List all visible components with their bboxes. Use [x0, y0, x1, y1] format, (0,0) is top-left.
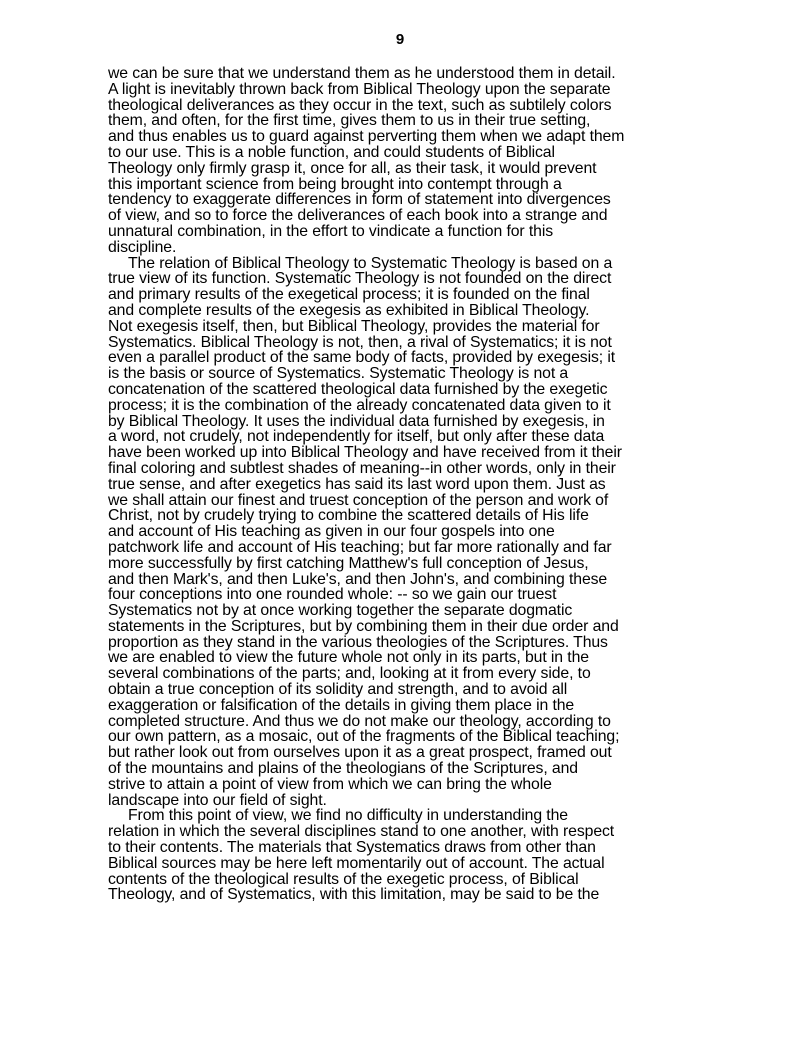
text-line: this important science from being brought into contempt through a	[108, 175, 562, 193]
text-line: process; it is the combination of the already concatenated data given to it	[108, 396, 611, 414]
text-line: true sense, and after exegetics has said its last word upon them. Just as	[108, 475, 606, 493]
text-line: of view, and so to force the deliverances of each book into a strange and	[108, 207, 608, 225]
text-line: to their contents. The materials that Systematics draws from other than	[108, 839, 596, 857]
text-line: but rather look out from ourselves upon it as a great prospect, framed out	[108, 744, 612, 762]
text-line: exaggeration or falsification of the details in giving them place in the	[108, 696, 575, 714]
text-line: strive to attain a point of view from which we can bring the whole	[108, 775, 552, 793]
text-line: final coloring and subtlest shades of meaning--in other words, only in their	[108, 459, 616, 477]
text-line: Systematics not by at once working together the separate dogmatic	[108, 602, 573, 620]
text-line: we are enabled to view the future whole not only in its parts, but in the	[108, 649, 589, 667]
text-line: tendency to exaggerate differences in form of statement into divergences	[108, 191, 611, 209]
text-line: A light is inevitably thrown back from Biblical Theology upon the separate	[108, 80, 611, 98]
text-line: several combinations of the parts; and, looking at it from every side, to	[108, 665, 591, 683]
text-line: and thus enables us to guard against perverting them when we adapt them	[108, 128, 625, 146]
text-line: obtain a true conception of its solidity and strength, and to avoid all	[108, 681, 568, 699]
text-line: relation in which the several disciplines stand to one another, with respect	[108, 823, 615, 841]
text-line: concatenation of the scattered theological data furnished by the exegetic	[108, 380, 608, 398]
text-line: Biblical sources may be here left momentarily out of account. The actual	[108, 854, 605, 872]
text-line: we shall attain our finest and truest conception of the person and work of	[108, 491, 609, 509]
text-line: landscape into our field of sight.	[108, 791, 327, 809]
text-line: contents of the theological results of the exegetic process, of Biblical	[108, 870, 579, 888]
text-line: Systematics. Biblical Theology is not, then, a rival of Systematics; it is not	[108, 333, 612, 351]
text-line: theological deliverances as they occur in the text, such as subtilely colors	[108, 96, 612, 114]
text-line: Christ, not by crudely trying to combine the scattered details of His life	[108, 507, 589, 525]
text-line: completed structure. And thus we do not make our theology, according to	[108, 712, 611, 730]
text-line: more successfully by first catching Matthew's full conception of Jesus,	[108, 554, 589, 572]
text-line: we can be sure that we understand them as he understood them in detail.	[108, 65, 616, 82]
text-line: and complete results of the exegesis as exhibited in Biblical Theology.	[108, 301, 590, 319]
text-line: statements in the Scriptures, but by combining them in their due order and	[108, 617, 619, 635]
text-line: of the mountains and plains of the theologians of the Scriptures, and	[108, 760, 578, 778]
text-line: true view of its function. Systematic Theology is not founded on the direct	[108, 270, 612, 288]
text-line: to our use. This is a noble function, and could students of Biblical	[108, 143, 555, 161]
text-line: Theology, and of Systematics, with this limitation, may be said to be the	[108, 886, 600, 904]
text-line: have been worked up into Biblical Theology and have received from it their	[108, 444, 622, 462]
text-line: even a parallel product of the same body of facts, provided by exegesis; it	[108, 349, 616, 367]
text-line: The relation of Biblical Theology to Systematic Theology is based on a	[128, 254, 613, 272]
text-line: them, and often, for the first time, gives them to us in their true setting,	[108, 112, 591, 130]
text-line: our own pattern, as a mosaic, out of the fragments of the Biblical teaching;	[108, 728, 620, 746]
text-line: Not exegesis itself, then, but Biblical Theology, provides the material for	[108, 317, 600, 335]
text-line: four conceptions into one rounded whole: -- so we gain our truest	[108, 586, 557, 604]
page-number: 9	[395, 31, 405, 48]
text-line: and account of His teaching as given in our four gospels into one	[108, 523, 555, 541]
text-line: by Biblical Theology. It uses the individual data furnished by exegesis, in	[108, 412, 605, 430]
text-line: Theology only firmly grasp it, once for all, as their task, it would prevent	[108, 159, 597, 177]
text-line: From this point of view, we find no difficulty in understanding the	[128, 807, 568, 825]
text-line: unnatural combination, in the effort to vindicate a function for this	[108, 222, 554, 240]
body-text	[108, 66, 728, 903]
text-line: proportion as they stand in the various theologies of the Scriptures. Thus	[108, 633, 608, 651]
text-line: is the basis or source of Systematics. Systematic Theology is not a	[108, 365, 569, 383]
text-line: a word, not crudely, not independently for itself, but only after these data	[108, 428, 605, 446]
text-line: and primary results of the exegetical process; it is founded on the final	[108, 286, 590, 304]
text-line: and then Mark's, and then Luke's, and then John's, and combining these	[108, 570, 608, 588]
text-line: discipline.	[108, 238, 177, 256]
text-line: patchwork life and account of His teaching; but far more rationally and far	[108, 538, 612, 556]
